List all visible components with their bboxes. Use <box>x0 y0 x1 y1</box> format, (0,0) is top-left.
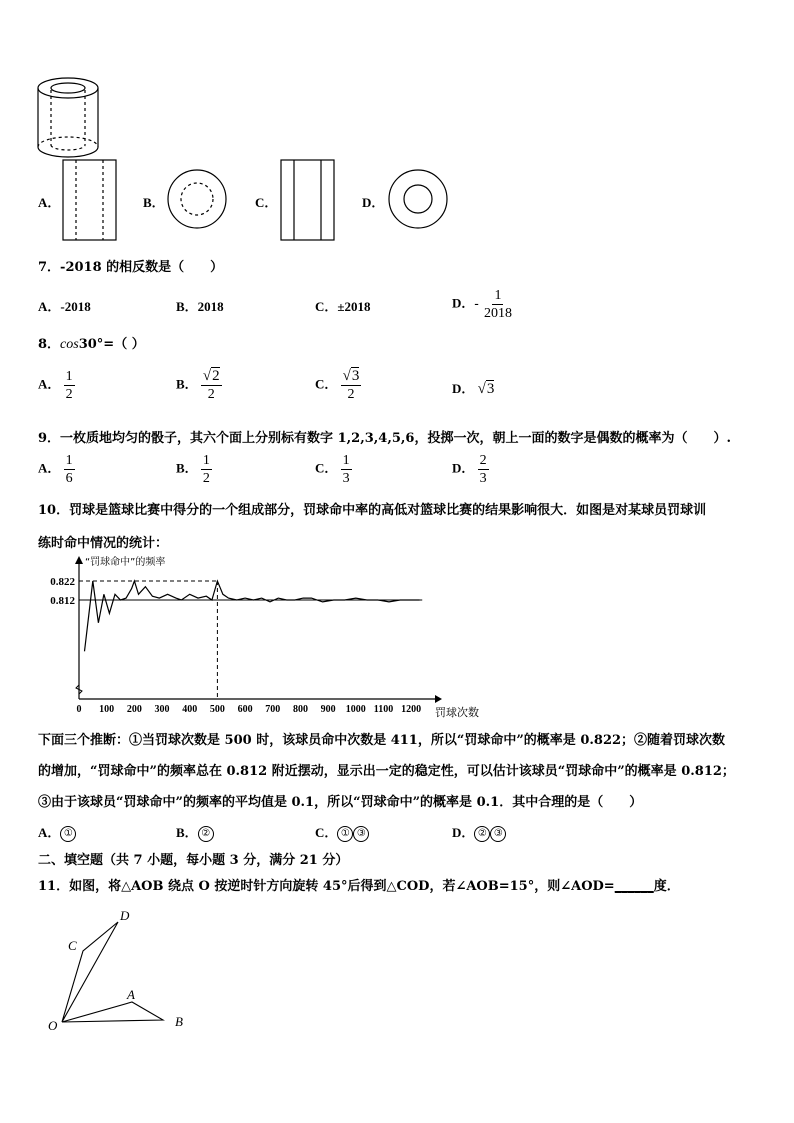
q8-option-d-label: D． <box>452 381 475 396</box>
section-2-title: 二、填空题（共 7 小题，每小题 3 分，满分 21 分） <box>38 853 349 868</box>
q11-suffix: 度． <box>653 879 680 894</box>
q7-option-a: A．-2018 <box>38 299 91 314</box>
q9-option-d-label: D． <box>452 460 475 476</box>
q11-stem-text: 11．如图，将△AOB 绕点 O 按逆时针方向旋转 45°后得到△COD，若∠AOB=15°，则∠AOD= <box>38 879 615 894</box>
triangle-cod <box>62 922 118 1022</box>
x-tick-label: 200 <box>126 704 142 715</box>
fraction <box>482 287 514 322</box>
q10-option-a-label: A． <box>38 825 61 840</box>
q10-paragraph-2: 的增加，“罚球命中”的频率总在 0.812 附近摆动，显示出一定的稳定性，可以估计该球员“罚球命中”的概率是 0.812； <box>38 764 735 779</box>
q9-stem: 9．一枚质地均匀的骰子，其六个面上分别标有数字 1,2,3,4,5,6，投掷一次，朝上一面的数字是偶数的概率为（ ）. <box>38 431 731 446</box>
q7-option-c: C．±2018 <box>315 299 371 314</box>
q10-option-d <box>452 822 506 842</box>
q10-paragraph-3: ③由于该球员“罚球命中”的频率的平均值是 0.1，所以“罚球命中”的概率是 0.1．其中合理的是（ ） <box>38 795 643 810</box>
fraction <box>201 452 212 487</box>
fraction <box>64 368 75 403</box>
q11-stem <box>38 875 680 894</box>
chart-x-axis-label: 罚球次数 <box>435 706 479 719</box>
triangle-aob <box>62 1002 163 1022</box>
x-tick-label: 500 <box>209 704 225 715</box>
point-o-label: O <box>48 1018 58 1033</box>
numerator: 2 <box>479 453 487 468</box>
option-c-figure <box>281 160 334 240</box>
radicand: 3 <box>486 381 495 397</box>
denominator: 2 <box>207 387 215 402</box>
q8-option-d <box>452 378 494 398</box>
x-tick-label: 0 <box>76 704 82 715</box>
q9-option-d <box>452 452 489 487</box>
q10-option-b-label: B． <box>176 825 198 840</box>
point-d-label: D <box>120 908 130 923</box>
q9-option-c-label: C． <box>315 460 338 476</box>
radicand: 2 <box>212 368 220 384</box>
x-tick-label: 1200 <box>401 704 422 715</box>
chart-ticks <box>50 576 421 715</box>
q8-cos: cos <box>60 337 79 352</box>
q10-option-c <box>315 822 369 842</box>
q7-option-d-label: D．- <box>452 295 479 311</box>
q8-option-c <box>315 368 361 403</box>
y-axis-arrow <box>75 556 83 564</box>
numerator: 1 <box>65 369 73 384</box>
q8-option-b-label: B． <box>176 376 198 392</box>
fraction <box>201 368 222 403</box>
x-tick-label: 600 <box>237 704 253 715</box>
numerator: 1 <box>202 453 210 468</box>
q8-option-c-label: C． <box>315 376 338 392</box>
x-axis-arrow <box>435 695 442 703</box>
x-tick-label: 900 <box>320 704 336 715</box>
q7-option-b: B．2018 <box>176 299 224 314</box>
option-b-figure <box>168 170 226 228</box>
q6-option-a-label: A． <box>38 195 61 210</box>
q7-stem: 7．-2018 的相反数是（ ） <box>38 260 224 275</box>
circled-number: ② <box>474 826 490 842</box>
y-tick-label: 0.812 <box>50 595 75 607</box>
q10-option-c-label: C． <box>315 825 338 840</box>
q10-stem-line-1: 10．罚球是篮球比赛中得分的一个组成部分，罚球命中率的高低对篮球比赛的结果影响很大．如图是对某球员罚球训 <box>38 503 707 518</box>
option-a-figure <box>63 160 116 240</box>
x-tick-label: 1000 <box>345 704 366 715</box>
fraction <box>341 452 352 487</box>
fraction <box>64 452 75 487</box>
q10-option-a <box>38 822 76 842</box>
y-tick-label: 0.822 <box>50 576 75 588</box>
series-line <box>85 581 420 651</box>
q8-stem <box>38 333 145 353</box>
q11-rotation-figure <box>40 900 210 1040</box>
point-a-label: A <box>127 987 135 1002</box>
circled-number: ③ <box>490 826 506 842</box>
denominator: 6 <box>65 471 73 486</box>
denominator: 2 <box>65 387 73 402</box>
denominator: 3 <box>342 471 350 486</box>
frequency-chart <box>30 552 500 722</box>
square-root: √3 <box>477 381 495 397</box>
option-d-figure <box>389 170 447 228</box>
q10-paragraph-1: 下面三个推断：①当罚球次数是 500 时，该球员命中次数是 411，所以“罚球命中”的概率是 0.822；②随着罚球次数 <box>38 733 726 748</box>
q9-option-c <box>315 452 352 487</box>
x-tick-label: 400 <box>182 704 198 715</box>
q8-option-a <box>38 368 75 403</box>
q9-option-a-label: A． <box>38 460 61 476</box>
x-tick-label: 100 <box>99 704 115 715</box>
q11-blank[interactable]: ______ <box>614 879 654 894</box>
numerator: 1 <box>494 288 502 303</box>
q8-number: 8． <box>38 337 61 352</box>
q8-option-b <box>176 368 222 403</box>
denominator: 2018 <box>483 306 512 321</box>
q6-option-b-label: B． <box>143 195 165 210</box>
q9-option-a <box>38 452 75 487</box>
chart-axes <box>75 556 442 703</box>
numerator: √2 <box>202 368 220 384</box>
chart-series <box>85 581 420 651</box>
q6-figures <box>0 0 794 250</box>
denominator: 2 <box>347 387 355 402</box>
numerator: √3 <box>342 368 360 384</box>
x-tick-label: 1100 <box>373 704 394 715</box>
circled-number: ① <box>60 826 76 842</box>
point-b-label: B <box>175 1014 183 1029</box>
chart-reference-lines <box>79 581 422 699</box>
numerator: 1 <box>65 453 73 468</box>
circled-number: ① <box>337 826 353 842</box>
chart-title: “罚球命中”的频率 <box>85 557 166 568</box>
radicand: 3 <box>351 368 360 384</box>
q6-option-d-label: D． <box>362 195 385 210</box>
x-tick-label: 800 <box>292 704 308 715</box>
circled-number: ③ <box>353 826 369 842</box>
q8-stem-rest: 30°=（ ） <box>78 337 145 352</box>
point-c-label: C <box>68 938 77 953</box>
q6-option-c-label: C． <box>255 195 278 210</box>
numerator: 1 <box>342 453 350 468</box>
q7-option-d <box>452 287 514 322</box>
q10-stem-line-2: 练时命中情况的统计： <box>38 536 169 551</box>
denominator: 3 <box>479 471 487 486</box>
q9-option-b-label: B． <box>176 460 198 476</box>
x-tick-label: 300 <box>154 704 170 715</box>
denominator: 2 <box>202 471 210 486</box>
q10-option-d-label: D． <box>452 825 475 840</box>
q9-option-b <box>176 452 212 487</box>
hollow-cylinder-figure <box>38 78 98 157</box>
fraction <box>478 452 489 487</box>
circled-number: ② <box>198 826 214 842</box>
fraction <box>341 368 362 403</box>
q8-option-a-label: A． <box>38 376 61 392</box>
q10-option-b <box>176 822 214 842</box>
x-tick-label: 700 <box>265 704 281 715</box>
